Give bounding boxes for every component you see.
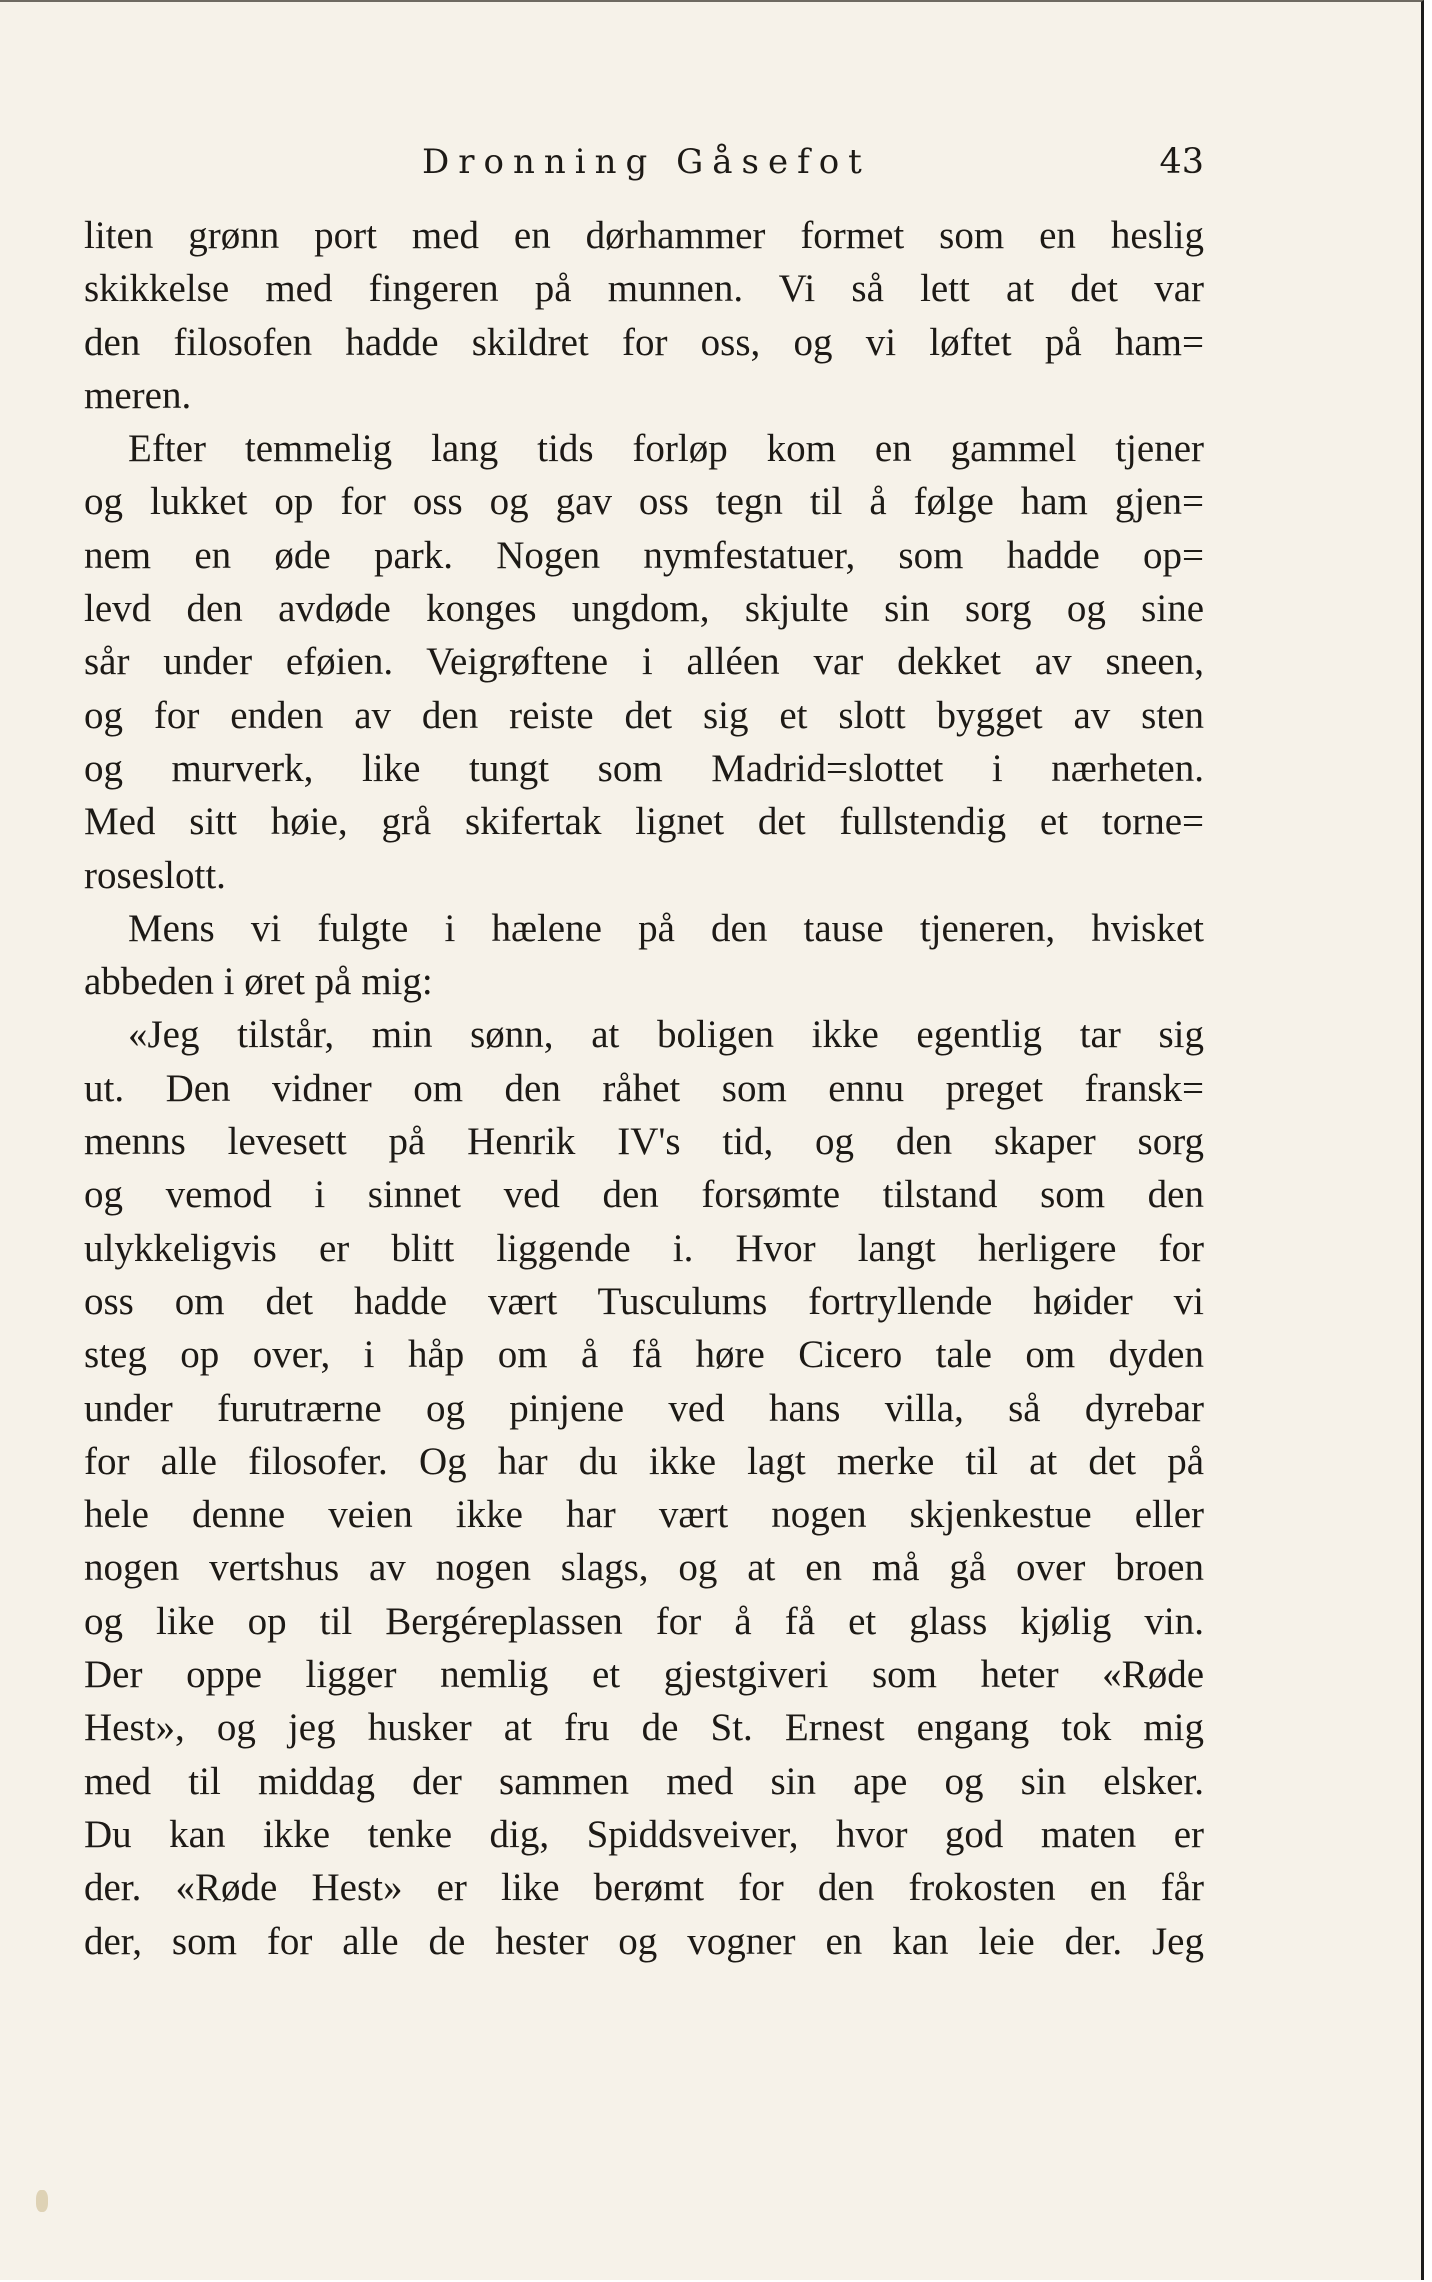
text-line: Hest», og jeg husker at fru de St. Ernest engang tok mig <box>84 1706 1204 1750</box>
text-line: oss om det hadde vært Tusculums fortryllende høider vi <box>84 1279 1204 1323</box>
text-line: nogen vertshus av nogen slags, og at en må gå over broen <box>84 1546 1204 1590</box>
text-line: abbeden i øret på mig: <box>84 960 433 1004</box>
text-line: nem en øde park. Nogen nymfestatuer, som hadde op= <box>84 533 1204 577</box>
body-text <box>84 209 1204 1968</box>
text-line: ut. Den vidner om den råhet som ennu preget fransk= <box>84 1066 1204 1110</box>
text-line: Mens vi fulgte i hælene på den tause tjeneren, hvisket <box>128 906 1204 950</box>
text-line: meren. <box>84 373 192 417</box>
paper-stain <box>36 2190 48 2212</box>
text-line: og murverk, like tungt som Madrid=slottet i nærheten. <box>84 746 1204 790</box>
text-line: og vemod i sinnet ved den forsømte tilstand som den <box>84 1173 1204 1217</box>
text-line: med til middag der sammen med sin ape og sin elsker. <box>84 1759 1204 1803</box>
text-line: og for enden av den reiste det sig et slott bygget av sten <box>84 693 1204 737</box>
text-line: den filosofen hadde skildret for oss, og vi løftet på ham= <box>84 320 1204 364</box>
text-line: der, som for alle de hester og vogner en kan leie der. Jeg <box>84 1919 1204 1963</box>
text-line: hele denne veien ikke har vært nogen skjenkestue eller <box>84 1493 1204 1537</box>
page-number: 43 <box>1159 142 1204 182</box>
text-line: Du kan ikke tenke dig, Spiddsveiver, hvor god maten er <box>84 1812 1204 1856</box>
text-line: levd den avdøde konges ungdom, skjulte sin sorg og sine <box>84 587 1204 631</box>
text-line: ulykkeligvis er blitt liggende i. Hvor langt herligere for <box>84 1226 1204 1270</box>
text-line: for alle filosofer. Og har du ikke lagt merke til at det på <box>84 1439 1204 1483</box>
text-line: liten grønn port med en dørhammer formet som en heslig <box>84 214 1204 257</box>
text-line: steg op over, i håp om å få høre Cicero tale om dyden <box>84 1333 1204 1377</box>
text-line: Efter temmelig lang tids forløp kom en gammel tjener <box>128 427 1204 471</box>
text-line: Der oppe ligger nemlig et gjestgiveri som heter «Røde <box>84 1653 1204 1697</box>
running-header <box>84 142 1204 192</box>
text-line: under furutrærne og pinjene ved hans villa, så dyrebar <box>84 1386 1204 1430</box>
text-line: sår under eføien. Veigrøftene i alléen var dekket av sneen, <box>84 640 1204 684</box>
text-line: og like op til Bergéreplassen for å få et glass kjølig vin. <box>84 1599 1204 1643</box>
text-line: Med sitt høie, grå skifertak lignet det fullstendig et torne= <box>84 800 1204 844</box>
running-title: Dronning Gåsefot <box>422 142 871 182</box>
text-line: menns levesett på Henrik IV's tid, og den skaper sorg <box>84 1120 1204 1164</box>
text-line: roseslott. <box>84 853 226 897</box>
text-line: der. «Røde Hest» er like berømt for den frokosten en får <box>84 1866 1204 1910</box>
text-line: «Jeg tilstår, min sønn, at boligen ikke egentlig tar sig <box>128 1013 1204 1057</box>
text-line: skikkelse med fingeren på munnen. Vi så lett at det var <box>84 267 1204 311</box>
text-line: og lukket op for oss og gav oss tegn til å følge ham gjen= <box>84 480 1204 524</box>
